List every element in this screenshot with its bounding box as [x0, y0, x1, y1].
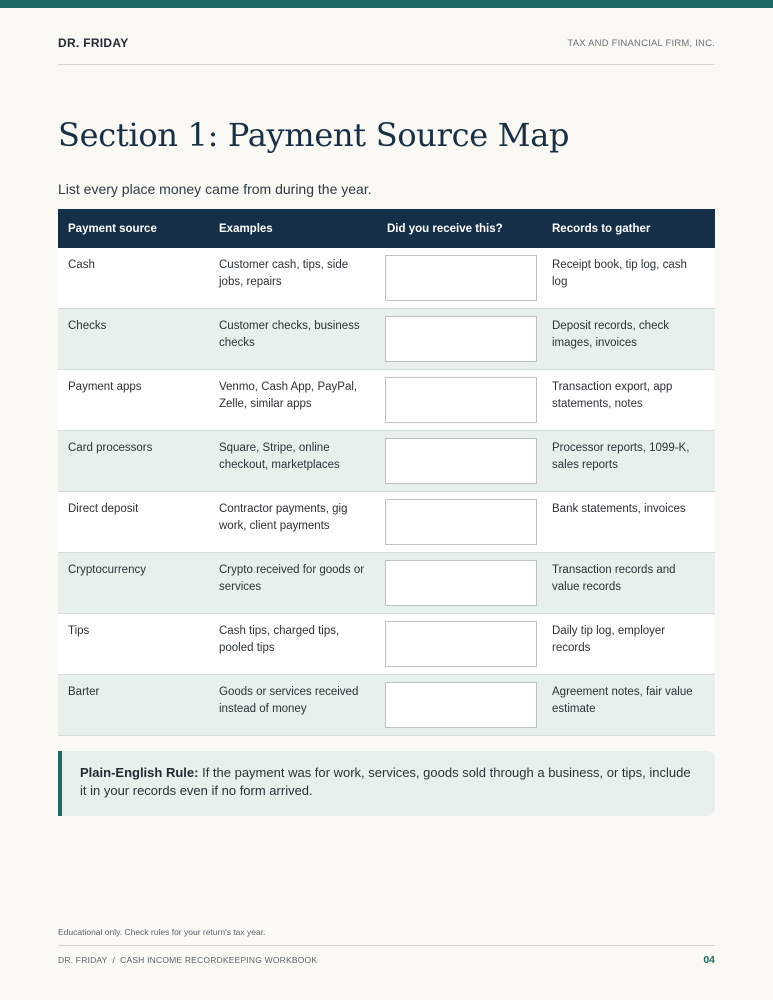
cell-payment-source: Barter: [68, 686, 100, 698]
cell-payment-source: Cash: [68, 259, 95, 271]
table-row: [58, 431, 715, 492]
cell-payment-source: Direct deposit: [68, 503, 139, 515]
footer-divider: [58, 945, 715, 946]
payment-source-table: [58, 209, 715, 736]
cell-received: [377, 553, 542, 613]
cell-records: Transaction records and value records: [552, 564, 676, 593]
footer-brand: DR. FRIDAY: [58, 955, 108, 965]
plain-english-rule-callout: [58, 751, 715, 816]
intro-text: List every place money came from during the year.: [58, 181, 372, 197]
rule-text: If the payment was for work, services, goods sold through a business, or tips, include it in your records even if no form arrived.: [80, 765, 691, 798]
cell-payment-source: Card processors: [68, 442, 153, 454]
rule-label: Plain-English Rule:: [80, 765, 199, 780]
cell-payment-source: Checks: [68, 320, 107, 332]
cell-received: [377, 370, 542, 430]
cell-received: [377, 248, 542, 308]
table-row: [58, 675, 715, 736]
header-records: Records to gather: [552, 222, 651, 235]
cell-examples: Crypto received for goods or services: [219, 564, 365, 593]
received-entry-box[interactable]: [385, 316, 537, 362]
disclaimer: Educational only. Check rules for your return's tax year.: [58, 927, 266, 937]
cell-records: Deposit records, check images, invoices: [552, 320, 669, 349]
footer-title: [58, 955, 317, 965]
page-number: 04: [703, 954, 715, 966]
received-entry-box[interactable]: [385, 560, 537, 606]
footer-separator: /: [112, 955, 116, 965]
header-examples: Examples: [219, 222, 273, 235]
cell-records: Bank statements, invoices: [552, 503, 686, 515]
cell-records: Agreement notes, fair value estimate: [552, 686, 693, 715]
cell-records: Daily tip log, employer records: [552, 625, 666, 654]
table-row: [58, 309, 715, 370]
header-payment-source: Payment source: [68, 222, 157, 235]
cell-received: [377, 492, 542, 552]
cell-payment-source: Tips: [68, 625, 90, 637]
cell-examples: Cash tips, charged tips, pooled tips: [219, 625, 340, 654]
table-row: [58, 614, 715, 675]
brand-name: DR. FRIDAY: [58, 36, 129, 50]
cell-examples: Goods or services received instead of money: [219, 686, 359, 715]
table-header: [58, 209, 715, 248]
page-header: [58, 36, 715, 65]
received-entry-box[interactable]: [385, 499, 537, 545]
cell-records: Receipt book, tip log, cash log: [552, 259, 687, 288]
received-entry-box[interactable]: [385, 682, 537, 728]
table-row: [58, 553, 715, 614]
top-accent-bar: [0, 0, 773, 8]
table-row: [58, 248, 715, 309]
cell-examples: Venmo, Cash App, PayPal, Zelle, similar apps: [219, 381, 358, 410]
cell-received: [377, 431, 542, 491]
firm-name: TAX AND FINANCIAL FIRM, INC.: [567, 38, 715, 49]
cell-examples: Customer checks, business checks: [219, 320, 360, 349]
cell-received: [377, 675, 542, 735]
page-title: Section 1: Payment Source Map: [58, 116, 570, 154]
cell-examples: Contractor payments, gig work, client payments: [219, 503, 348, 532]
received-entry-box[interactable]: [385, 255, 537, 301]
cell-examples: Square, Stripe, online checkout, marketplaces: [219, 442, 340, 471]
footer-workbook: CASH INCOME RECORDKEEPING WORKBOOK: [120, 955, 318, 965]
cell-records: Processor reports, 1099-K, sales reports: [552, 442, 690, 471]
header-received: Did you receive this?: [387, 222, 503, 235]
table-row: [58, 492, 715, 553]
table-row: [58, 370, 715, 431]
cell-received: [377, 614, 542, 674]
cell-received: [377, 309, 542, 369]
cell-payment-source: Cryptocurrency: [68, 564, 146, 576]
received-entry-box[interactable]: [385, 621, 537, 667]
cell-payment-source: Payment apps: [68, 381, 142, 393]
cell-examples: Customer cash, tips, side jobs, repairs: [219, 259, 349, 288]
received-entry-box[interactable]: [385, 438, 537, 484]
received-entry-box[interactable]: [385, 377, 537, 423]
cell-records: Transaction export, app statements, notes: [552, 381, 673, 410]
